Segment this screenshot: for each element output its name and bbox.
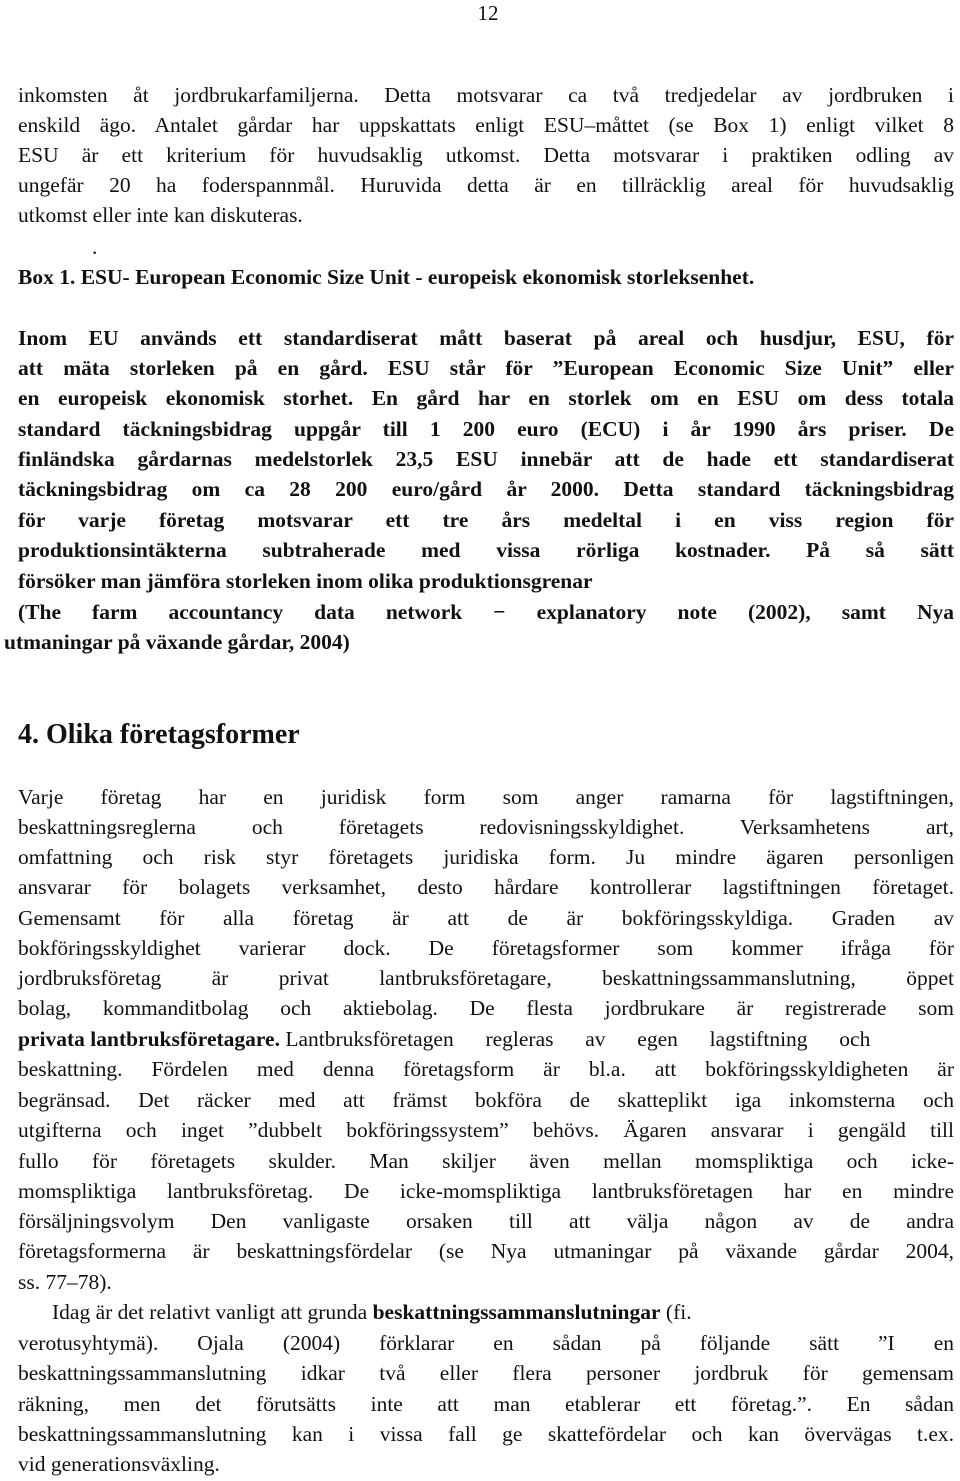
box-text-line: en europeisk ekonomisk storhet. En gård har en storlek om en ESU om dess totala	[18, 386, 954, 410]
box-text-line: produktionsintäkterna subtraherade med vissa rörliga kostnader. På så sätt	[18, 538, 954, 562]
body-text-line: verotusyhtymä). Ojala (2004) förklarar en sådan på följande sätt ”I en	[18, 1331, 954, 1355]
box-text-line: finländska gårdarnas medelstorlek 23,5 ESU innebär att de hade ett standardiserat	[18, 447, 954, 471]
box-citation-line: (The farm accountancy data network − explanatory note (2002), samt Nya	[18, 600, 954, 624]
body-text-line: beskattning. Fördelen med denna företagsform är bl.a. att bokföringsskyldigheten är	[18, 1057, 954, 1081]
box-text-line: att mäta storleken på en gård. ESU står för ”European Economic Size Unit” eller	[18, 356, 954, 380]
box-text-line: försöker man jämföra storleken inom olika produktionsgrenar	[18, 569, 593, 593]
body-text-line: enskild ägo. Antalet gårdar har uppskattats enligt ESU–måttet (se Box 1) enligt vilket 8	[18, 113, 954, 137]
body-text-line: vid generationsväxling.	[18, 1452, 220, 1476]
body-text-line: fullo för företagets skulder. Man skiljer även mellan momspliktiga och icke-	[18, 1149, 954, 1173]
body-text-line: företagsformerna är beskattningsfördelar (se Nya utmaningar på växande gårdar 2004,	[18, 1239, 954, 1263]
body-text-line: inkomsten åt jordbrukarfamiljerna. Detta motsvarar ca två tredjedelar av jordbruken i	[18, 83, 954, 107]
section-heading: 4. Olika företagsformer	[18, 719, 300, 750]
stray-period: .	[92, 235, 98, 259]
body-text-line: bokföringsskyldighet varierar dock. De företagsformer som kommer ifråga för	[18, 936, 954, 960]
body-text-line: momspliktiga lantbruksföretag. De icke-momspliktiga lantbruksföretagen har en mindre	[18, 1179, 954, 1203]
box-text-line: täckningsbidrag om ca 28 200 euro/gård år 2000. Detta standard täckningsbidrag	[18, 477, 954, 501]
bold-term: privata lantbruksföretagare.	[18, 1027, 280, 1051]
body-text-line: jordbruksföretag är privat lantbruksföretagare, beskattningssammanslutning, öppet	[18, 966, 954, 990]
body-text-line: beskattningssammanslutning idkar två eller flera personer jordbruk för gemensam	[18, 1361, 954, 1385]
body-text-line: omfattning och risk styr företagets juridiska form. Ju mindre ägaren personligen	[18, 845, 954, 869]
bold-term: beskattningssammanslutningar	[372, 1300, 661, 1324]
body-text-line: beskattningssammanslutning kan i vissa fall ge skattefördelar och kan övervägas t.ex.	[18, 1422, 954, 1446]
body-text-line: räkning, men det förutsätts inte att man etablerar ett företag.”. En sådan	[18, 1392, 954, 1416]
box-text-line: för varje företag motsvarar ett tre års medeltal i en viss region för	[18, 508, 954, 532]
body-text-line: Varje företag har en juridisk form som anger ramarna för lagstiftningen,	[18, 785, 954, 809]
body-text-line: begränsad. Det räcker med att främst bokföra de skatteplikt iga inkomsterna och	[18, 1088, 954, 1112]
box-text-line: standard täckningsbidrag uppgår till 1 200 euro (ECU) i år 1990 års priser. De	[18, 417, 954, 441]
body-text-line: ansvarar för bolagets verksamhet, desto hårdare kontrollerar lagstiftningen företaget.	[18, 875, 954, 899]
box-text-line: Inom EU används ett standardiserat mått baserat på areal och husdjur, ESU, för	[18, 326, 954, 350]
body-text-line: ss. 77–78).	[18, 1270, 112, 1294]
page-number: 12	[477, 1, 499, 25]
body-text-line: bolag, kommanditbolag och aktiebolag. De flesta jordbrukare är registrerade som	[18, 996, 954, 1020]
body-text-fragment: Idag är det relativt vanligt att grunda	[52, 1300, 368, 1324]
body-text-fragment: (fi.	[665, 1300, 692, 1324]
body-text-line	[18, 1024, 954, 1054]
box-title: Box 1. ESU- European Economic Size Unit - europeisk ekonomisk storleksenhet.	[18, 265, 755, 289]
body-text-line: försäljningsvolym Den vanligaste orsaken till att välja någon av de andra	[18, 1209, 954, 1233]
body-text-line: utkomst eller inte kan diskuteras.	[18, 203, 303, 227]
body-text-fragment: Lantbruksföretagen regleras av egen lagstiftning och	[285, 1027, 871, 1051]
body-text-line: Gemensamt för alla företag är att de är bokföringsskyldiga. Graden av	[18, 906, 954, 930]
body-text-line: beskattningsreglerna och företagets redovisningsskyldighet. Verksamhetens art,	[18, 815, 954, 839]
box-citation-line: utmaningar på växande gårdar, 2004)	[4, 630, 350, 654]
body-text-line	[52, 1297, 954, 1327]
body-text-line: ungefär 20 ha foderspannmål. Huruvida detta är en tillräcklig areal för huvudsaklig	[18, 173, 954, 197]
body-text-line: ESU är ett kriterium för huvudsaklig utkomst. Detta motsvarar i praktiken odling av	[18, 143, 954, 167]
body-text-line: utgifterna och inget ”dubbelt bokföringssystem” behövs. Ägaren ansvarar i gengäld till	[18, 1118, 954, 1142]
